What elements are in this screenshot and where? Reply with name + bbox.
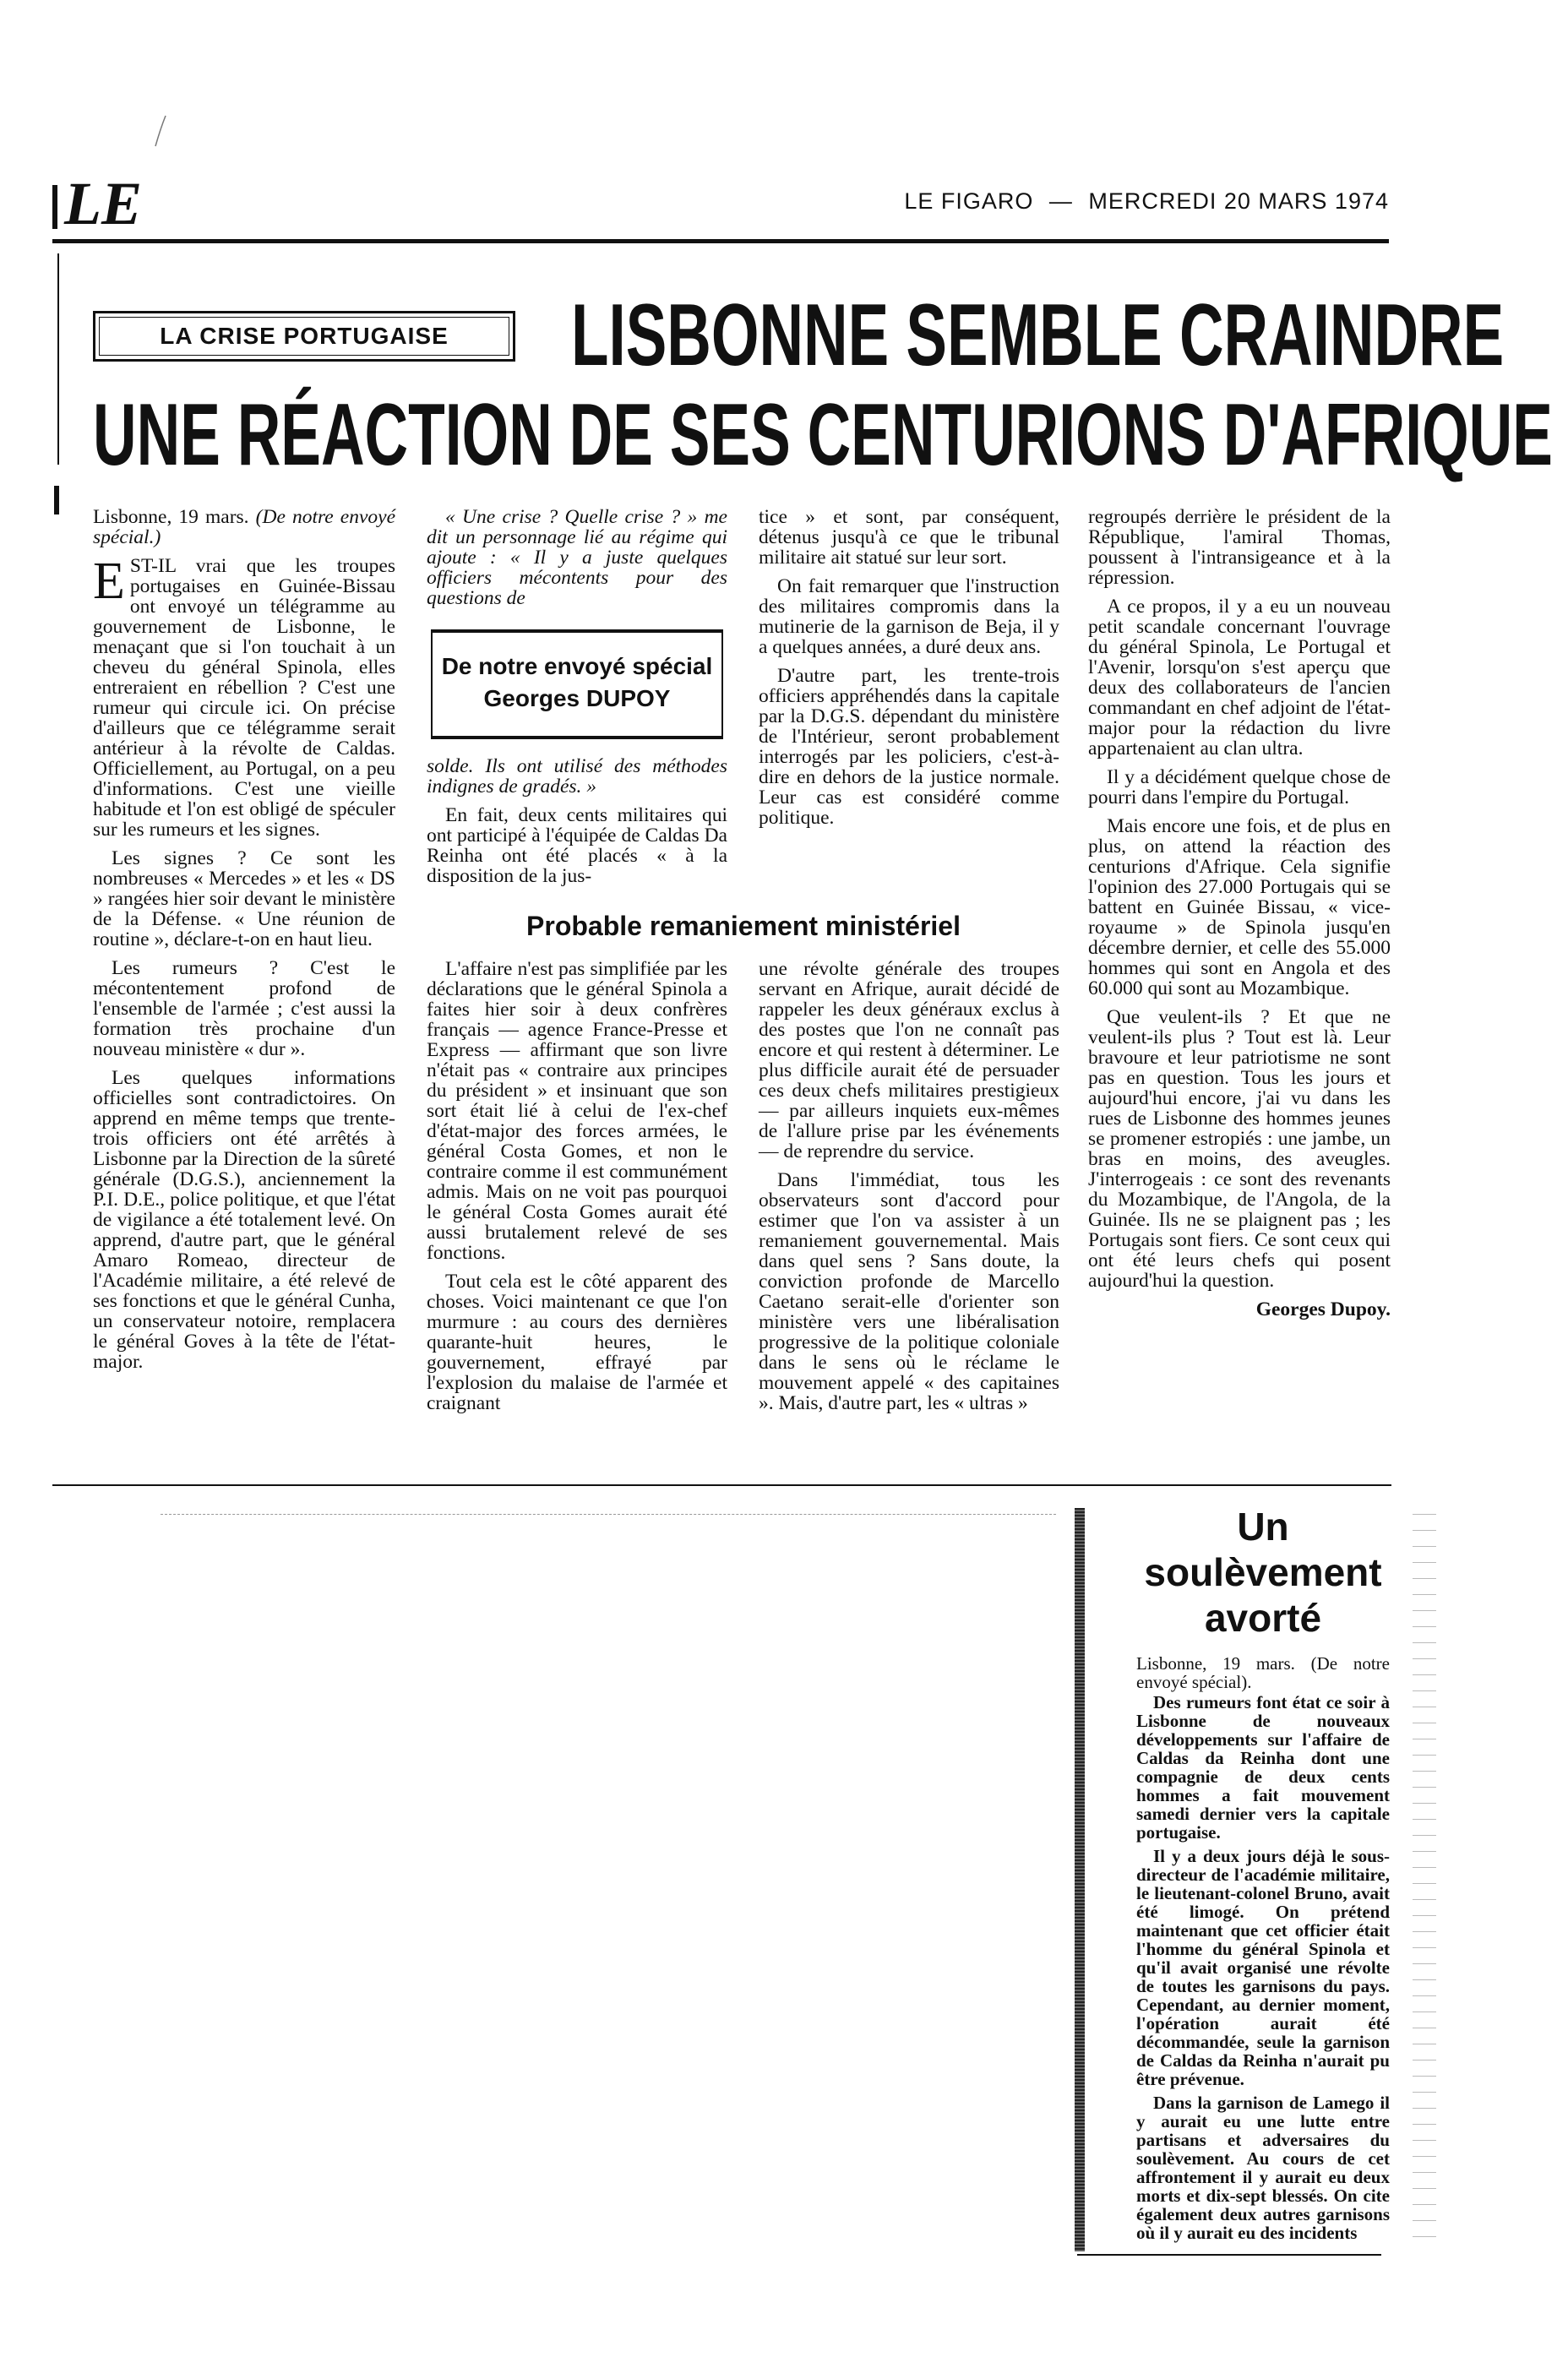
rubric-box (93, 311, 515, 362)
body-paragraph: A ce propos, il y a eu un nouveau petit scandale concernant l'ouvrage du général Spinola, Le Portugal et l'Avenir, lorsqu'on s'est aperçu que deux des collaborateurs de l'ancien commandant en chef adjoint de l'état-major pour la rédaction du livre appartenaient au clan ultra. (1088, 596, 1391, 759)
paper-name: LE FIGARO (904, 188, 1034, 214)
subhead: Probable remaniement ministériel (526, 911, 961, 941)
body-paragraph: Mais encore une fois, et de plus en plus, on attend la réaction des centurions d'Afrique. Cela signifie l'opinion des 27.000 Portugais qui se battent en Guinée Bissau, « vice-royaume » de Spinola jusqu'en décembre dernier, et celle des 55.000 hommes qui sont en Angola et des 60.000 qui sont au Mozambique. (1088, 815, 1391, 999)
column-2-top (427, 507, 727, 617)
body-paragraph: tice » et sont, par conséquent, détenus jusqu'à ce que le tribunal militaire ait statué sur leur sort. (759, 506, 1059, 569)
sidebar (1136, 1504, 1390, 2247)
body-paragraph: une révolte générale des troupes servant en Afrique, aurait décidé de rappeler les deux généraux exclus à des postes que l'on ne connaît pas encore et qui restent à déterminer. Le plus difficile aurait été de persuader ces deux chefs militaires prestigieux — par ailleurs inquiets eux-mêmes de l'allure prise par les événements — de reprendre du service. (759, 958, 1059, 1162)
sidebar-paragraph: Il y a deux jours déjà le sous-directeur de l'académie militaire, le lieutenant-colonel Bruno, avait été limogé. On prétend maintenant que cet officier était l'homme du général Spinola et qu'il avait organisé une révolte de toutes les garnisons du pays. Cependant, au dernier moment, l'opération aurait été décommandée, seule la garnison de Caldas da Reinha n'aurait pu être prévenue. (1136, 1846, 1390, 2089)
masthead (0, 170, 1568, 249)
sidebar-left-bar (1075, 1508, 1085, 2251)
masthead-dash: — (1048, 188, 1073, 214)
sidebar-title-line-2: avorté (1204, 1596, 1322, 1640)
body-paragraph: Dans l'immédiat, tous les observateurs sont d'accord pour estimer que l'on va assister à un remaniement gouvernemental. Mais dans quel sens ? Sans doute, la conviction profonde de Marcello Caetano serait-elle d'orienter son ministère vers une libéralisation progressive de la politique coloniale dans le sens où le réclame le mouvement appelé « des capitaines ». Mais, d'autre part, les « ultras » (759, 1169, 1059, 1414)
byline-box (431, 629, 723, 739)
body-paragraph: Les signes ? Ce sont les nombreuses « Mercedes » et les « DS » rangées hier soir devant le ministère de la Défense. « Une réunion de routine », déclare-t-on en haut lieu. (93, 847, 395, 950)
dateline: Lisbonne, 19 mars. (De notre envoyé spécial.) (93, 506, 396, 548)
signature: Georges Dupoy. (1255, 1298, 1391, 1320)
sidebar-bottom-rule (1077, 2254, 1381, 2256)
drop-cap: E (93, 553, 125, 610)
margin-tick (54, 486, 59, 514)
sidebar-title-line-1: Un soulèvement (1144, 1505, 1382, 1594)
body-paragraph: Il y a décidément quelque chose de pourri dans l'empire du Portugal. (1088, 766, 1391, 808)
body-paragraph: Les quelques informations officielles sont contradictoires. On apprend en même temps que trente-trois officiers ont été arrêtés à Lisbonne par la Direction de la sûreté générale (D.G.S.), anciennement la P.I. D.E., police politique, et que l'état de vigilance a été totalement levé. On apprend, d'autre part, que le général Amaro Romeao, directeur de l'Académie militaire, a été relevé de ses fonctions et que le général Cunha, un conservateur notoire, remplacera le général Goves à la tête de l'état-major. (93, 1067, 395, 1373)
headline-line-2: UNE RÉACTION DE SES CENTURIONS D'AFRIQUE (93, 386, 1553, 484)
column-2-mid (427, 756, 727, 895)
body-paragraph: L'affaire n'est pas simplifiée par les déclarations que le général Spinola a faites hier soir à deux confrères français — agence France-Presse et Express — affirmant que son livre n'était pas « contraire aux principes du président » et insinuant que son sort était lié à celui de l'ex-chef d'état-major des forces armées, le général Costa Gomes, et non le contraire comme il est communément admis. Mais on ne voit pas pourquoi le général Costa Gomes aurait été aussi brutalement relevé de ses fonctions. (427, 958, 727, 1264)
column-4 (1088, 507, 1391, 1320)
quote-continuation: solde. Ils ont utilisé des méthodes indignes de gradés. » (427, 755, 727, 798)
sidebar-paragraph: Dans la garnison de Lamego il y aurait eu une lutte entre partisans et adversaires du soulèvement. Au cours de cet affrontement il y aurait eu deux morts et dix-sept blessés. On cite également deux autres garnisons où il y aurait eu des incidents (1136, 2093, 1390, 2243)
body-paragraph: On fait remarquer que l'instruction des militaires compromis dans la mutinerie de la garnison de Beja, il y a quelques années, a duré deux ans. (759, 575, 1059, 658)
column-2-bottom (427, 959, 727, 1422)
headline-line-1: LISBONNE SEMBLE CRAINDRE (571, 286, 1505, 384)
column-3-bottom (759, 959, 1059, 1422)
article-end-rule (52, 1484, 1391, 1486)
lead-paragraph: EST-IL vrai que les troupes portugaises en Guinée-Bissau ont envoyé un télégramme au gouvernement de Lisbonne, le menaçant que si l'on touchait à un cheveu du général Spinola, elles entreraient en rébellion ? C'est une rumeur qui circule ici. On précise d'ailleurs que ce télégramme serait antérieur à la révolte de Caldas. Officiellement, au Portugal, on a peu d'informations. C'est une vieille habitude et l'on est obligé de spéculer sur les rumeurs et les signes. (93, 553, 395, 841)
column-3-top (759, 507, 1059, 836)
page-edge-bar (52, 185, 57, 229)
sidebar-title (1136, 1504, 1390, 1641)
sidebar-paragraph: Des rumeurs font état ce soir à Lisbonne de nouveaux développements sur l'affaire de Caldas da Reinha dont une compagnie de deux cents hommes a fait mouvement samedi dernier vers la capitale portugaise. (1136, 1692, 1390, 1843)
sidebar-speckle (1413, 1508, 1436, 2251)
column-1 (93, 507, 395, 1380)
body-paragraph: Que veulent-ils ? Et que ne veulent-ils plus ? Tout est là. Leur bravoure et leur patriotisme ne sont pas en question. Tous les jours et aujourd'hui encore, j'ai vu dans les rues de Lisbonne des hommes jeunes se promener estropiés : une jambe, un bras en moins, des aveugles. J'interrogeais : ce sont des revenants du Mozambique, de l'Angola, de la Guinée. Ils ne se plaignent pas ; les Portugais sont fiers. Ce sont ceux qui ont été leurs chefs qui posent aujourd'hui la question. (1088, 1006, 1391, 1292)
section-logo: LE (64, 170, 143, 237)
sidebar-body (1136, 1654, 1390, 2242)
dashed-rule (161, 1514, 1056, 1515)
sidebar-dateline: Lisbonne, 19 mars. (De notre envoyé spécial). (1136, 1653, 1390, 1692)
pencil-mark (152, 114, 169, 148)
quote-paragraph: « Une crise ? Quelle crise ? » me dit un personnage lié au régime qui ajoute : « Il y a juste quelques officiers mécontents pour des questions de (427, 506, 727, 609)
body-paragraph: regroupés derrière le président de la République, l'amiral Thomas, poussent à l'intransigeance et à la répression. (1088, 506, 1391, 589)
body-paragraph: D'autre part, les trente-trois officiers appréhendés dans la capitale par la D.G.S. dépendant du ministère de l'Intérieur, seront probablement interrogés par les policiers, c'est-à-dire en dehors de la justice normale. Leur cas est considéré comme politique. (759, 665, 1059, 829)
issue-date: MERCREDI 20 MARS 1974 (1088, 188, 1389, 214)
body-paragraph: En fait, deux cents militaires qui ont participé à l'équipée de Caldas Da Reinha ont été placés « à la disposition de la jus- (427, 804, 727, 887)
byline-name: Georges DUPOY (483, 685, 671, 711)
masthead-line (904, 188, 1389, 215)
masthead-rule (52, 239, 1389, 243)
margin-rule (57, 253, 59, 465)
body-paragraph: Les rumeurs ? C'est le mécontentement profond de l'ensemble de l'armée ; c'est aussi la formation très prochaine d'un nouveau ministère « dur ». (93, 957, 395, 1060)
body-paragraph: Tout cela est le côté apparent des choses. Voici maintenant ce que l'on murmure : au cours des dernières quarante-huit heures, le gouvernement, effrayé par l'explosion du malaise de l'armée et craignant (427, 1271, 727, 1414)
rubric-label: LA CRISE PORTUGAISE (160, 323, 449, 349)
byline-label: De notre envoyé spécial (441, 653, 713, 679)
